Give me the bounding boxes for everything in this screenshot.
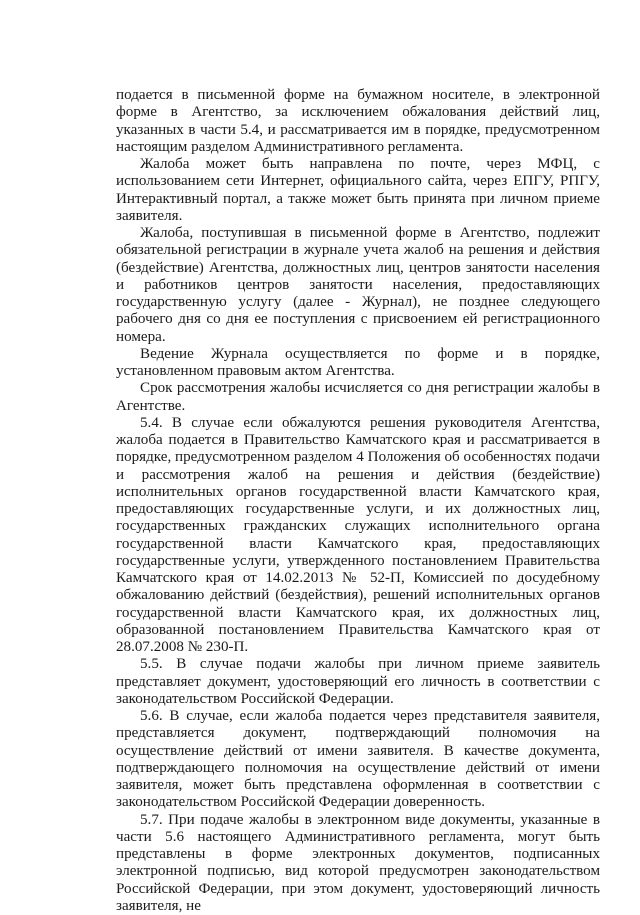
paragraph-journal: Ведение Журнала осуществляется по форме и в порядке, установленном правовым актом Агентства. bbox=[116, 346, 600, 381]
paragraph-5-5: 5.5. В случае подачи жалобы при личном приеме заявитель представляет документ, удостоверяющий его личность в соответствии с законодательством Российской Федерации. bbox=[116, 656, 600, 708]
paragraph-review-term: Срок рассмотрения жалобы исчисляется со дня регистрации жалобы в Агентстве. bbox=[116, 380, 600, 415]
document-body bbox=[116, 87, 600, 915]
paragraph-5-6: 5.6. В случае, если жалоба подается через представителя заявителя, представляется документ, подтверждающий полномочия на осуществление действий от имени заявителя. В качестве документа, подтверждающего полномочия на осуществление действий от имени заявителя, может быть представлена оформленная в соответствии с законодательством Российской Федерации доверенность. bbox=[116, 708, 600, 812]
paragraph-5-4: 5.4. В случае если обжалуются решения руководителя Агентства, жалоба подается в Правительство Камчатского края и рассматривается в порядке, предусмотренном разделом 4 Положения об особенностях подачи и рассмотрения жалоб на решения и действия (бездействие) исполнительных органов государственной власти Камчатского края, предоставляющих государственные услуги, и их должностных лиц, государственных гражданских служащих исполнительного органа государственной власти Камчатского края, предоставляющих государственные услуги, утвержденного постановлением Правительства Камчатского края от 14.02.2013 № 52-П, Комиссией по досудебному обжалованию действий (бездействия), решений исполнительных органов государственной власти Камчатского края, их должностных лиц, образованной постановлением Правительства Камчатского края от 28.07.2008 № 230-П. bbox=[116, 415, 600, 657]
paragraph-registration: Жалоба, поступившая в письменной форме в Агентство, подлежит обязательной регистрации в журнале учета жалоб на решения и действия (бездействие) Агентства, должностных лиц, центров занятости населения и работников центров занятости населения, предоставляющих государственную услугу (далее - Журнал), не позднее следующего рабочего дня со дня ее поступления с присвоением ей регистрационного номера. bbox=[116, 225, 600, 346]
paragraph-5-7: 5.7. При подаче жалобы в электронном виде документы, указанные в части 5.6 настоящего Административного регламента, могут быть представлены в форме электронных документов, подписанных электронной подписью, вид которой предусмотрен законодательством Российской Федерации, при этом документ, удостоверяющий личность заявителя, не bbox=[116, 812, 600, 915]
paragraph-complaint-channels: Жалоба может быть направлена по почте, через МФЦ, с использованием сети Интернет, официального сайта, через ЕПГУ, РПГУ, Интерактивный портал, а также может быть принята при личном приеме заявителя. bbox=[116, 156, 600, 225]
paragraph-continuation: подается в письменной форме на бумажном носителе, в электронной форме в Агентство, за исключением обжалования действий лиц, указанных в части 5.4, и рассматривается им в порядке, предусмотренном настоящим разделом Административного регламента. bbox=[116, 87, 600, 156]
